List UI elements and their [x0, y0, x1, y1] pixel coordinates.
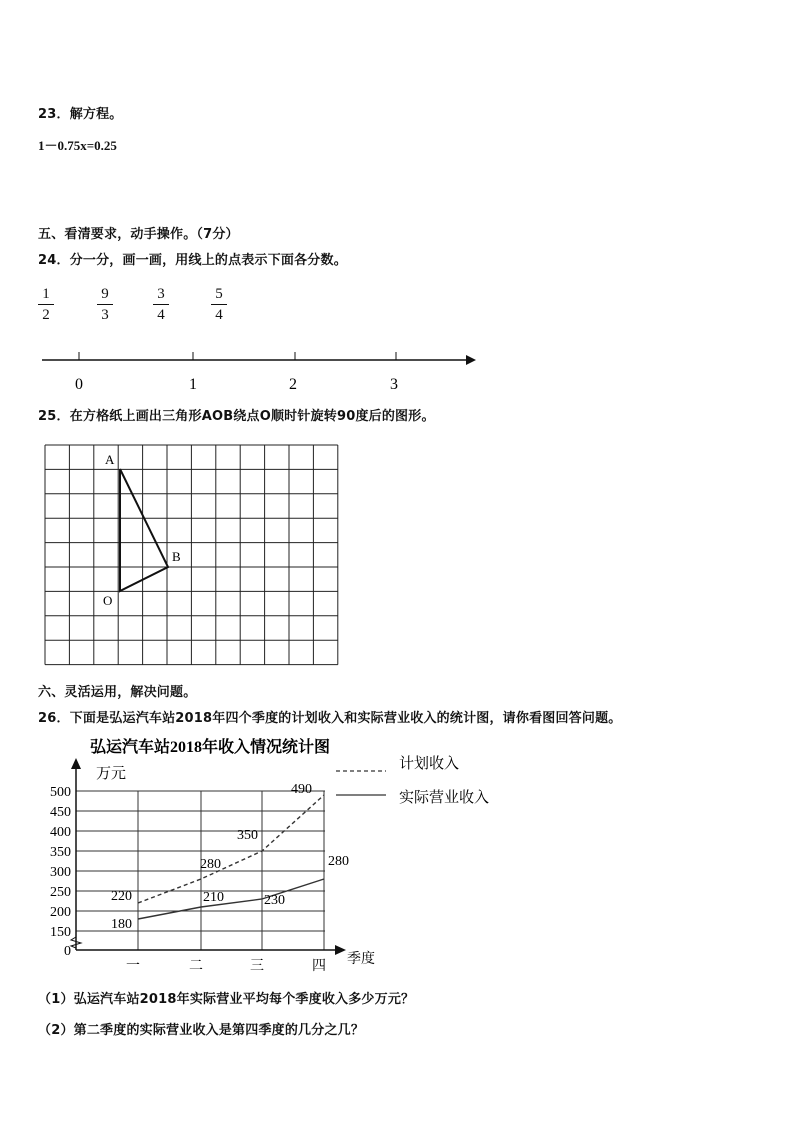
- data-label: 490: [291, 782, 312, 797]
- x-tick-label: 三: [250, 959, 264, 974]
- q26-title: 26．下面是弘运汽车站2018年四个季度的计划收入和实际营业收入的统计图，请你看图回答问题。: [38, 711, 622, 726]
- fraction-1-numerator: 1: [42, 286, 50, 302]
- y-tick-label: 350: [50, 845, 71, 860]
- y-tick-label: 200: [50, 905, 71, 920]
- q23-equation: 1－0.75x=0.25: [38, 138, 117, 153]
- fraction-4-denominator: 4: [215, 307, 223, 323]
- y-tick-label: 250: [50, 885, 71, 900]
- number-line-label: 2: [289, 376, 297, 393]
- x-axis-label: 季度: [347, 952, 375, 967]
- number-line-label: 3: [390, 376, 398, 393]
- y-tick-label: 450: [50, 805, 71, 820]
- data-label: 180: [111, 917, 132, 932]
- q26-sub1: （1）弘运汽车站2018年实际营业平均每个季度收入多少万元？: [38, 992, 415, 1007]
- fraction-3-denominator: 4: [157, 307, 165, 323]
- q25-title: 25．在方格纸上画出三角形AOB绕点O顺时针旋转90度后的图形。: [38, 409, 435, 424]
- data-label: 230: [264, 893, 285, 908]
- data-label: 210: [203, 890, 224, 905]
- number-line: [0, 340, 794, 400]
- section5-heading: 五、看清要求，动手操作。（7分）: [38, 227, 239, 242]
- legend-label-actual: 实际营业收入: [399, 790, 490, 806]
- point-a-label: A: [105, 452, 115, 467]
- legend-label-planned: 计划收入: [399, 756, 460, 772]
- number-line-label: 1: [189, 376, 197, 393]
- data-label: 280: [328, 854, 349, 869]
- y-tick-label: 150: [50, 925, 71, 940]
- grid-paper: [0, 440, 360, 670]
- income-line-chart: [0, 730, 540, 975]
- fraction-3-numerator: 3: [157, 286, 165, 302]
- fraction-bar: [97, 304, 113, 305]
- fraction-2: [97, 285, 113, 324]
- fraction-4: [211, 285, 227, 324]
- q23-title: 23．解方程。: [38, 107, 123, 122]
- number-line-label: 0: [75, 376, 83, 393]
- x-tick-label: 二: [189, 959, 203, 974]
- data-label: 220: [111, 889, 132, 904]
- y-tick-label: 400: [50, 825, 71, 840]
- data-label: 350: [237, 828, 258, 843]
- x-axis-arrow: [335, 945, 346, 955]
- point-b-label: B: [172, 549, 181, 564]
- triangle-aob: [120, 469, 168, 591]
- q24-title: 24．分一分，画一画，用线上的点表示下面各分数。: [38, 253, 347, 268]
- chart-title: 弘运汽车站2018年收入情况统计图: [90, 739, 331, 756]
- section6-heading: 六、灵活运用，解决问题。: [38, 685, 197, 700]
- y-tick-label: 300: [50, 865, 71, 880]
- number-line-arrow: [466, 355, 476, 365]
- fraction-bar: [211, 304, 227, 305]
- y-axis-label: 万元: [96, 766, 127, 782]
- fraction-bar: [38, 304, 54, 305]
- y-tick-label: 500: [50, 785, 71, 800]
- fraction-2-denominator: 3: [101, 307, 109, 323]
- fraction-3: [153, 285, 169, 324]
- point-o-label: O: [103, 593, 113, 608]
- fraction-2-numerator: 9: [101, 286, 109, 302]
- x-tick-label: 一: [126, 959, 140, 974]
- q26-sub2: （2）第二季度的实际营业收入是第四季度的几分之几？: [38, 1023, 365, 1038]
- series-line-actual: [138, 879, 324, 919]
- y-axis-arrow: [71, 758, 81, 769]
- fraction-4-numerator: 5: [215, 286, 223, 302]
- data-label: 280: [200, 857, 221, 872]
- fraction-1-denominator: 2: [42, 307, 50, 323]
- x-tick-label: 四: [312, 959, 326, 974]
- y-tick-label: 0: [64, 944, 71, 959]
- fraction-bar: [153, 304, 169, 305]
- fraction-1: [38, 285, 54, 324]
